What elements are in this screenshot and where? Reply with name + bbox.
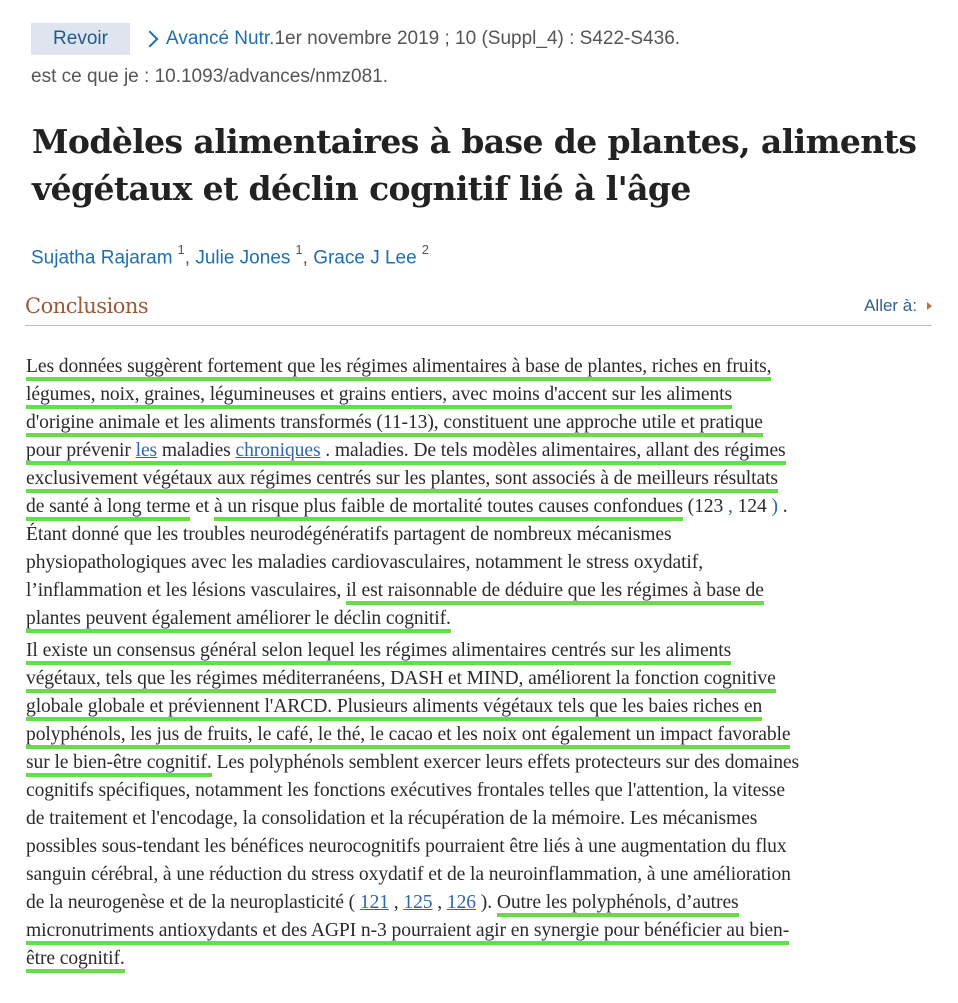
text: cognitifs spécifiques, notamment les fonctions exécutives frontales telles que l'attention, la vitesse <box>26 780 785 801</box>
author-affiliation[interactable]: 1 <box>177 242 185 257</box>
text: possibles sous-tendant les bénéfices neurocognitifs pourraient être liés à une augmentation du flux <box>26 836 787 857</box>
term-link[interactable]: chroniques <box>235 440 321 461</box>
text: , <box>388 892 404 913</box>
reference-close[interactable]: ) <box>771 496 778 517</box>
highlighted-text: plantes peuvent également améliorer le déclin cognitif. <box>26 608 451 633</box>
chevron-right-icon <box>142 31 159 48</box>
text: 124 <box>732 496 772 517</box>
text: ). <box>475 892 497 913</box>
text: . <box>777 496 788 517</box>
text: l’inflammation et les lésions vasculaires, <box>26 580 347 601</box>
paragraph <box>26 353 936 633</box>
goto-label: Aller à: <box>864 296 917 315</box>
paragraph <box>26 637 936 973</box>
text: Étant donné que les troubles neurodégénératifs partagent de nombreux mécanismes <box>26 524 672 545</box>
highlighted-text: Les données suggèrent fortement que les régimes alimentaires à base de plantes, riches en fruits, <box>26 356 771 381</box>
text: . maladies. De tels modèles alimentaires, allant des régimes <box>320 440 786 461</box>
reference-link[interactable]: 125 <box>403 892 433 913</box>
highlighted-text: globale globale et préviennent l'ARCD. Plusieurs aliments végétaux tels que les baies riches en <box>26 696 762 721</box>
author-list <box>31 244 429 269</box>
text: (123 <box>682 496 728 517</box>
text: , <box>432 892 447 913</box>
highlighted-text: d'origine animale et les aliments transformés (11-13), constituent une approche utile et pratique <box>26 412 763 437</box>
text: physiopathologiques avec les maladies cardiovasculaires, notamment le stress oxydatif, <box>26 552 703 573</box>
review-button[interactable]: Revoir <box>31 23 130 55</box>
highlighted-text <box>26 440 786 465</box>
separator: , <box>184 247 191 269</box>
triangle-right-icon <box>927 302 932 310</box>
highlighted-text: Outre les polyphénols, d’autres <box>497 892 739 917</box>
highlighted-text: micronutriments antioxydants et des AGPI n-3 pourraient agir en synergie pour bénéficier au bien- <box>26 920 789 945</box>
goto-menu[interactable] <box>864 296 932 316</box>
text: sanguin cérébral, à une réduction du stress oxydatif et de la neuroinflammation, à une amélioration <box>26 864 791 885</box>
text: maladies <box>157 440 236 461</box>
article-title: Modèles alimentaires à base de plantes, aliments végétaux et déclin cognitif lié à l'âge <box>32 122 917 208</box>
highlighted-text: il est raisonnable de déduire que les régimes à base de <box>346 580 764 605</box>
conclusions-body <box>26 353 936 973</box>
text: de traitement et l'encodage, la consolidation et la récupération de la mémoire. Les mécanismes <box>26 808 758 829</box>
author-affiliation[interactable]: 1 <box>295 242 303 257</box>
highlighted-text: à un risque plus faible de mortalité toutes causes confondues <box>214 496 683 521</box>
journal-link[interactable]: Avancé Nutr. <box>166 28 275 49</box>
highlighted-text: Il existe un consensus général selon lequel les régimes alimentaires centrés sur les aliments <box>26 640 731 665</box>
section-title: Conclusions <box>25 294 149 318</box>
term-link[interactable]: les <box>135 440 158 461</box>
citation-details: 1er novembre 2019 ; 10 (Suppl_4) : S422-S436. <box>274 28 681 49</box>
text: pour prévenir <box>26 440 136 461</box>
text: et <box>190 496 214 517</box>
author-link[interactable]: Sujatha Rajaram <box>31 247 173 269</box>
reference-separator[interactable]: , <box>727 496 733 517</box>
author-link[interactable]: Grace J Lee <box>313 247 417 269</box>
citation-bar <box>31 23 680 55</box>
highlighted-text: exclusivement végétaux aux régimes centrés sur les plantes, sont associés à de meilleurs résultats <box>26 468 778 493</box>
reference-link[interactable]: 121 <box>359 892 389 913</box>
highlighted-text: être cognitif. <box>26 948 125 973</box>
highlighted-text: de santé à long terme <box>26 496 190 521</box>
separator: , <box>302 247 308 269</box>
section-header <box>25 292 932 326</box>
highlighted-text: sur le bien-être cognitif. <box>26 752 212 777</box>
author-link[interactable]: Julie Jones <box>195 247 291 269</box>
doi-text: est ce que je : 10.1093/advances/nmz081. <box>31 66 389 87</box>
reference-link[interactable]: 126 <box>446 892 476 913</box>
highlighted-text: polyphénols, les jus de fruits, le café, le thé, le cacao et les noix ont également un impact favorable <box>26 724 790 749</box>
author-affiliation[interactable]: 2 <box>421 242 429 257</box>
highlighted-text: légumes, noix, graines, légumineuses et grains entiers, avec moins d'accent sur les aliments <box>26 384 732 409</box>
highlighted-text: végétaux, tels que les régimes méditerranéens, DASH et MIND, améliorent la fonction cognitive <box>26 668 776 693</box>
text: de la neurogenèse et de la neuroplasticité ( <box>26 892 360 913</box>
text: Les polyphénols semblent exercer leurs effets protecteurs sur des domaines <box>211 752 800 773</box>
